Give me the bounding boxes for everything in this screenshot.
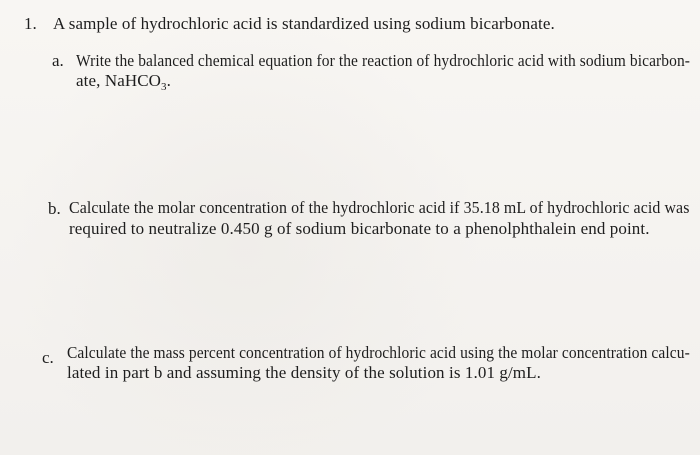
part-b-line-1: Calculate the molar concentration of the hydrochloric acid if 35.18 mL of hydrochloric acid was bbox=[69, 198, 690, 217]
part-a-line-1: Write the balanced chemical equation for the reaction of hydrochloric acid with sodium bicarbon- bbox=[76, 51, 691, 70]
part-c-line-1: Calculate the mass percent concentration of hydrochloric acid using the molar concentration calcu- bbox=[67, 343, 690, 362]
part-a-line-2-prefix: ate, NaHCO bbox=[76, 71, 162, 90]
part-a-line-2 bbox=[76, 71, 171, 91]
problem-intro: A sample of hydrochloric acid is standardized using sodium bicarbonate. bbox=[53, 14, 555, 33]
part-a-line-2-suffix: . bbox=[166, 71, 171, 90]
part-c-label: c. bbox=[42, 348, 54, 367]
part-a-label: a. bbox=[52, 51, 64, 70]
part-b-line-2: required to neutralize 0.450 g of sodium bicarbonate to a phenolphthalein end point. bbox=[69, 219, 650, 238]
part-b-label: b. bbox=[48, 199, 61, 218]
problem-number: 1. bbox=[24, 14, 37, 33]
part-a-subscript: 3 bbox=[161, 81, 167, 93]
part-c-line-2: lated in part b and assuming the density of the solution is 1.01 g/mL. bbox=[67, 363, 541, 382]
